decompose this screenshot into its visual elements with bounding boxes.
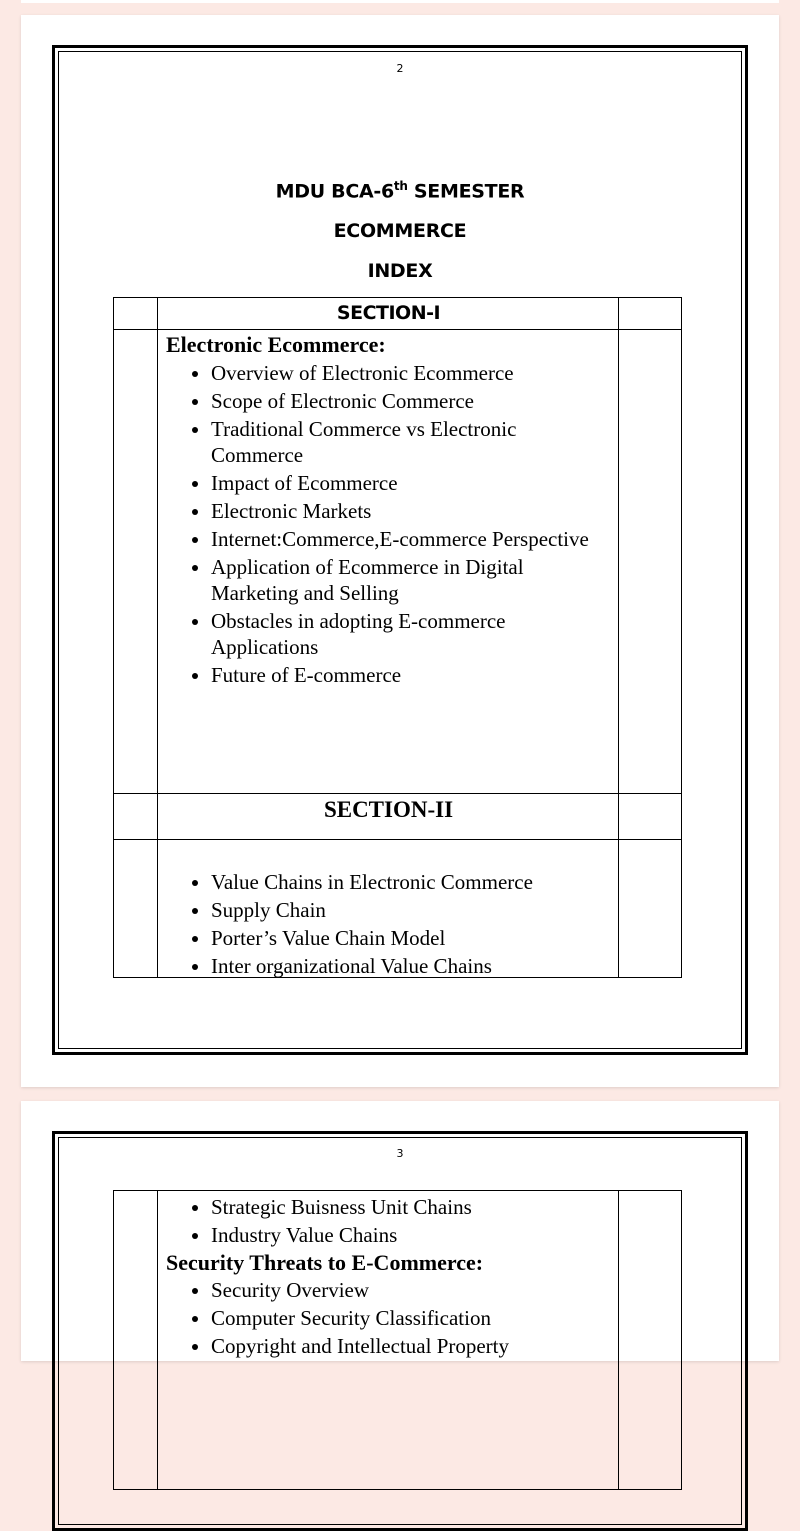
university-heading: MDU BCA-6th SEMESTER bbox=[275, 179, 525, 203]
list-item: • Industry Value Chains bbox=[211, 1222, 611, 1248]
index-table bbox=[113, 297, 682, 978]
page-number: 3 bbox=[396, 1147, 404, 1160]
list-item: • Porter’s Value Chain Model bbox=[211, 925, 611, 951]
index-heading: INDEX bbox=[367, 260, 433, 282]
security-list bbox=[166, 1277, 611, 1361]
section-2-list-continued bbox=[166, 1194, 611, 1250]
section-1-list bbox=[166, 360, 611, 690]
list-item: • Overview of Electronic Ecommerce bbox=[211, 360, 611, 386]
list-item: • Traditional Commerce vs Electronic Commerce bbox=[211, 416, 611, 468]
list-item: • Computer Security Classification bbox=[211, 1305, 611, 1331]
page-number: 2 bbox=[396, 62, 404, 75]
section-2-title: SECTION-II bbox=[323, 797, 454, 822]
list-item: • Inter organizational Value Chains bbox=[211, 953, 611, 979]
document-page-2 bbox=[21, 15, 779, 1087]
section-2-list bbox=[166, 869, 611, 981]
document-page-3 bbox=[21, 1101, 779, 1361]
list-item: • Electronic Markets bbox=[211, 498, 611, 524]
topic-security-threats: Security Threats to E-Commerce: bbox=[166, 1250, 484, 1275]
list-item: • Supply Chain bbox=[211, 897, 611, 923]
list-item: • Value Chains in Electronic Commerce bbox=[211, 869, 611, 895]
list-item: • Strategic Buisness Unit Chains bbox=[211, 1194, 611, 1220]
index-table-continued bbox=[113, 1190, 682, 1490]
list-item: • Application of Ecommerce in Digital Marketing and Selling bbox=[211, 554, 611, 606]
list-item: • Obstacles in adopting E-commerce Applications bbox=[211, 608, 611, 660]
subject-heading: ECOMMERCE bbox=[333, 220, 467, 242]
list-item: • Copyright and Intellectual Property bbox=[211, 1333, 611, 1359]
previous-page-edge bbox=[21, 0, 779, 3]
list-item: • Security Overview bbox=[211, 1277, 611, 1303]
list-item: • Scope of Electronic Commerce bbox=[211, 388, 611, 414]
list-item: • Future of E-commerce bbox=[211, 662, 611, 688]
topic-electronic-ecommerce: Electronic Ecommerce: bbox=[166, 332, 386, 357]
section-1-title: SECTION-I bbox=[336, 302, 441, 324]
list-item: • Internet:Commerce,E-commerce Perspective bbox=[211, 526, 611, 552]
list-item: • Impact of Ecommerce bbox=[211, 470, 611, 496]
